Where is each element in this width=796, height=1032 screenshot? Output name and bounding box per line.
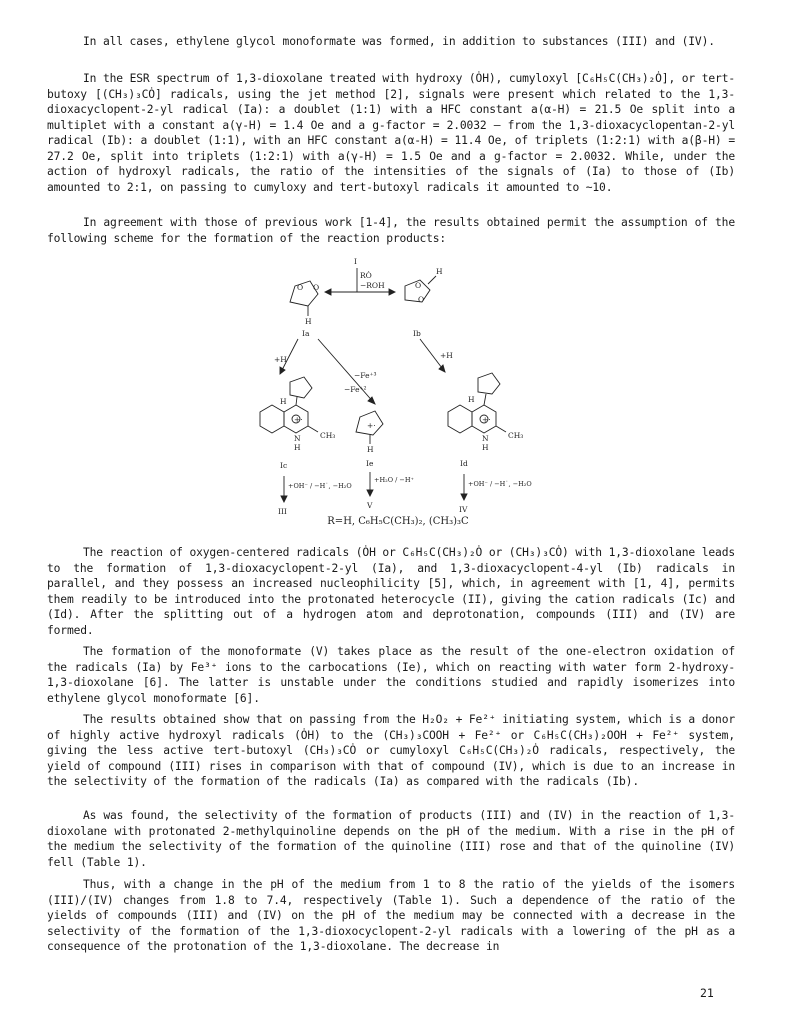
reaction-scheme [240, 254, 540, 534]
page-number: 21 [700, 986, 714, 1000]
label-V: V [367, 501, 373, 510]
label-Ib: Ib [413, 329, 421, 338]
label-plusH-right: +H [440, 351, 453, 360]
label-Ia: Ia [302, 329, 310, 338]
label-I: I [354, 257, 357, 266]
label-Id: Id [460, 459, 468, 468]
ia-o2: O [313, 283, 320, 292]
label-fe2: −Fe⁺² [344, 385, 367, 394]
ia-h: H [305, 317, 312, 326]
label-fe3: −Fe⁺³ [354, 371, 377, 380]
ib-o2: O [418, 295, 425, 304]
ib-h: H [436, 267, 443, 276]
paragraph-4: The reaction of oxygen-centered radicals (ȮH or C₆H₅C(CH₃)₂Ȯ or (CH₃)₃CȮ) with 1,3-dioxolane leads to the formation of 1,3-dioxacyclopent-2-yl (Ia), and 1,3-dioxacyclopent-4-yl (Ib) radicals in parallel, and they possess an increased nucleophilicity [5], which, in agreement with [1, 4], permits them readily to be introduced into the protonated heterocycle (II), giving the cation radicals (Ic) and (Id). After the splitting out of a hydrogen atom and deprotonation, compounds (III) and (IV) are formed. [47, 546, 735, 637]
ie-plus: +· [367, 421, 376, 430]
ib-o1: O [415, 281, 422, 290]
ic-plusdot: +· [294, 415, 303, 424]
ic-ch3: CH₃ [320, 431, 336, 440]
id-h: H [468, 395, 475, 404]
paragraph-3: In agreement with those of previous work [1-4], the results obtained permit the assumption of the following scheme for the formation of the reaction products: [47, 216, 735, 245]
label-plusH-left: +H [274, 355, 287, 364]
label-ic-cond: +OH⁻ / −H˙, −H₂O [288, 482, 352, 490]
paragraph-8: Thus, with a change in the pH of the medium from 1 to 8 the ratio of the yields of the isomers (III)/(IV) changes from 1.8 to 7.4, respectively (Table 1). Such a dependence of the ratio of the yields of compounds (III) and (IV) on the pH of the medium may be connected with a decrease in the selectivity of the formation of the 1,3-dioxocyclopent-2-yl radicals with a lowering of the pH as a consequence of the protonation of the 1,3-dioxolane. The decrease in [47, 878, 735, 953]
label-Ie: Ie [366, 459, 374, 468]
label-III: III [278, 507, 287, 516]
ic-nh: H [294, 443, 301, 452]
ic-n: N [294, 434, 301, 443]
reaction-scheme-svg [240, 254, 540, 534]
ie-h: H [367, 445, 374, 454]
paragraph-6: The results obtained show that on passing from the H₂O₂ + Fe²⁺ initiating system, which is a donor of highly active hydroxyl radicals (ȮH) to the (CH₃)₃COOH + Fe²⁺ or C₆H₅C(CH₃)₂OOH + Fe²⁺ system, giving the less active tert-butoxyl (CH₃)₃CȮ or cumyloxyl C₆H₅C(CH₃)₂Ȯ radicals, respectively, the yield of compound (III) rises in comparison with that of compound (IV), which is due to an increase in the selectivity of the formation of the radicals (Ia) as compared with the radicals (Ib). [47, 713, 735, 788]
label-ie-cond: +H₂O / −H⁺ [374, 476, 414, 484]
ia-o1: O [297, 283, 304, 292]
id-ch3: CH₃ [508, 431, 524, 440]
paragraph-5: The formation of the monoformate (V) takes place as the result of the one-electron oxidation of the radicals (Ia) by Fe³⁺ ions to the carbocations (Ie), which on reacting with water form 2-hydroxy-1,3-dioxolane [6]. The latter is unstable under the conditions studied and rapidly isomerizes into ethylene glycol monoformate [6]. [47, 645, 735, 705]
paragraph-7: As was found, the selectivity of the formation of products (III) and (IV) in the reaction of 1,3-dioxolane with protonated 2-methylquinoline depends on the pH of the medium. With a rise in the pH of the medium the selectivity of the formation of the quinoline (III) rose and that of the quinoline (IV) fell (Table 1). [47, 809, 735, 869]
label-IV: IV [459, 505, 468, 514]
id-nh: H [482, 443, 489, 452]
paragraph-1: In all cases, ethylene glycol monoformate was formed, in addition to substances (III) and (IV). [83, 35, 715, 48]
label-Ic: Ic [280, 461, 288, 470]
r-definition: R=H, C₆H₅C(CH₃)₂, (CH₃)₃C [327, 516, 469, 527]
ic-h: H [280, 397, 287, 406]
paragraph-2: In the ESR spectrum of 1,3-dioxolane treated with hydroxy (ȮH), cumyloxyl [C₆H₅C(CH₃)₂Ȯ], or tert-butoxy [(CH₃)₃CȮ] radicals, using the jet method [2], signals were present which related to the 1,3-dioxacyclopent-2-yl radical (Ia): a doublet (1:1) with a HFC constant a(α-H) = 21.5 Oe split into a multiplet with a constant a(γ-H) = 1.4 Oe and a g-factor = 2.0032 — from the 1,3-dioxacyclopentan-2-yl radical (Ib): a doublet (1:1), with an HFC constant a(α-H) = 11.4 Oe, of triplets (1:2:1) with a(β-H) = 27.2 Oe, split into triplets (1:2:1) with a(γ-H) = 1.5 Oe and a g-factor = 2.0032. While, under the action of hydroxyl radicals, the ratio of the intensities of the signals of (Ia) to those of (Ib) amounted to 2:1, on passing to cumyloxy and tert-butoxyl radicals it amounted to ~10. [47, 72, 735, 194]
label-id-cond: +OH⁻ / −H˙, −H₂O [468, 480, 532, 488]
label-RO: RȮ [360, 271, 372, 280]
id-plusdot: +· [482, 415, 491, 424]
id-n: N [482, 434, 489, 443]
label-ROH: −ROH [360, 281, 385, 290]
